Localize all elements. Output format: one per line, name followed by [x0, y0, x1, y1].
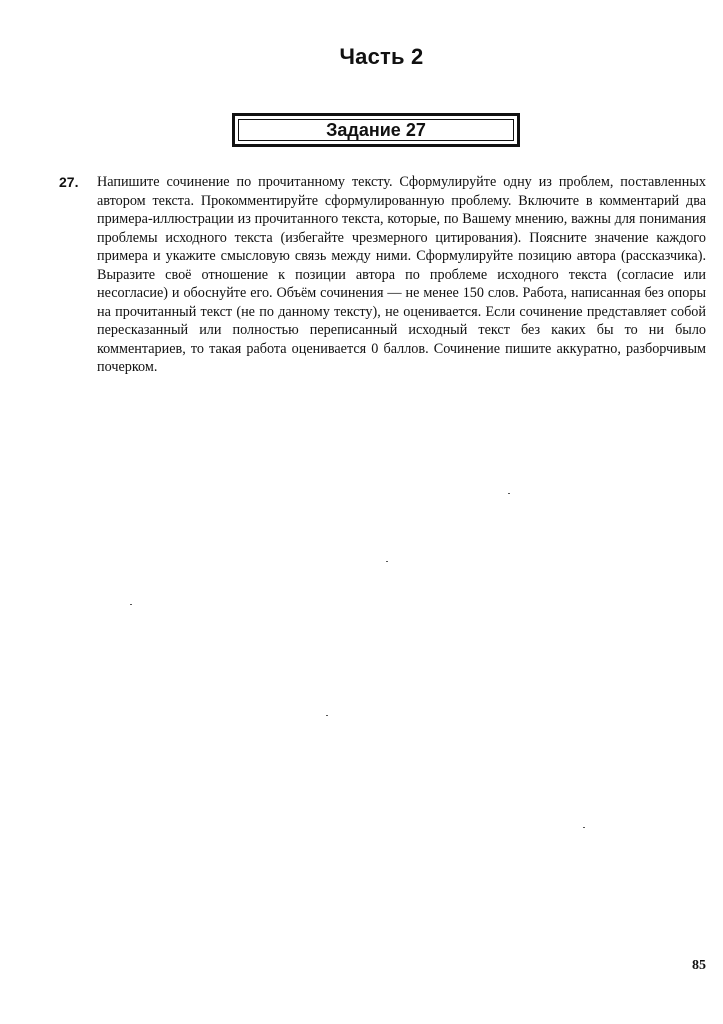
task-title-box [232, 113, 520, 147]
task-title: Задание 27 [326, 119, 426, 140]
scan-speck [583, 827, 585, 828]
scan-speck [386, 561, 388, 562]
scan-speck [508, 493, 510, 494]
task-text: Напишите сочинение по прочитанному тексту. Сформулируйте одну из проблем, поставленных автором текста. Прокомментируйте сформулированную проблему. Включите в комментарий два примера-иллюстрации из прочитанного текста, которые, по Вашему мнению, важны для понимания проблемы исходного текста (избегайте чрезмерного цитирования). Поясните значение каждого примера и укажите смысловую связь между ними. Сформулируйте позицию автора (рассказчика). Выразите своё отношение к позиции автора по проблеме исходного текста (согласие или несогласие) и обоснуйте его. Объём сочинения — не менее 150 слов. Работа, написанная без опоры на прочитанный текст (не по данному тексту), не оценивается. Если сочинение представляет собой пересказанный или полностью переписанный исходный текст без каких бы то ни было комментариев, то такая работа оценивается 0 баллов. Сочинение пишите аккуратно, разборчивым почерком. [97, 174, 706, 375]
part-title: Часть 2 [339, 44, 424, 69]
scan-speck [130, 604, 132, 605]
scan-speck [326, 715, 328, 716]
task-number: 27. [59, 174, 79, 190]
page-number: 85 [692, 958, 706, 973]
